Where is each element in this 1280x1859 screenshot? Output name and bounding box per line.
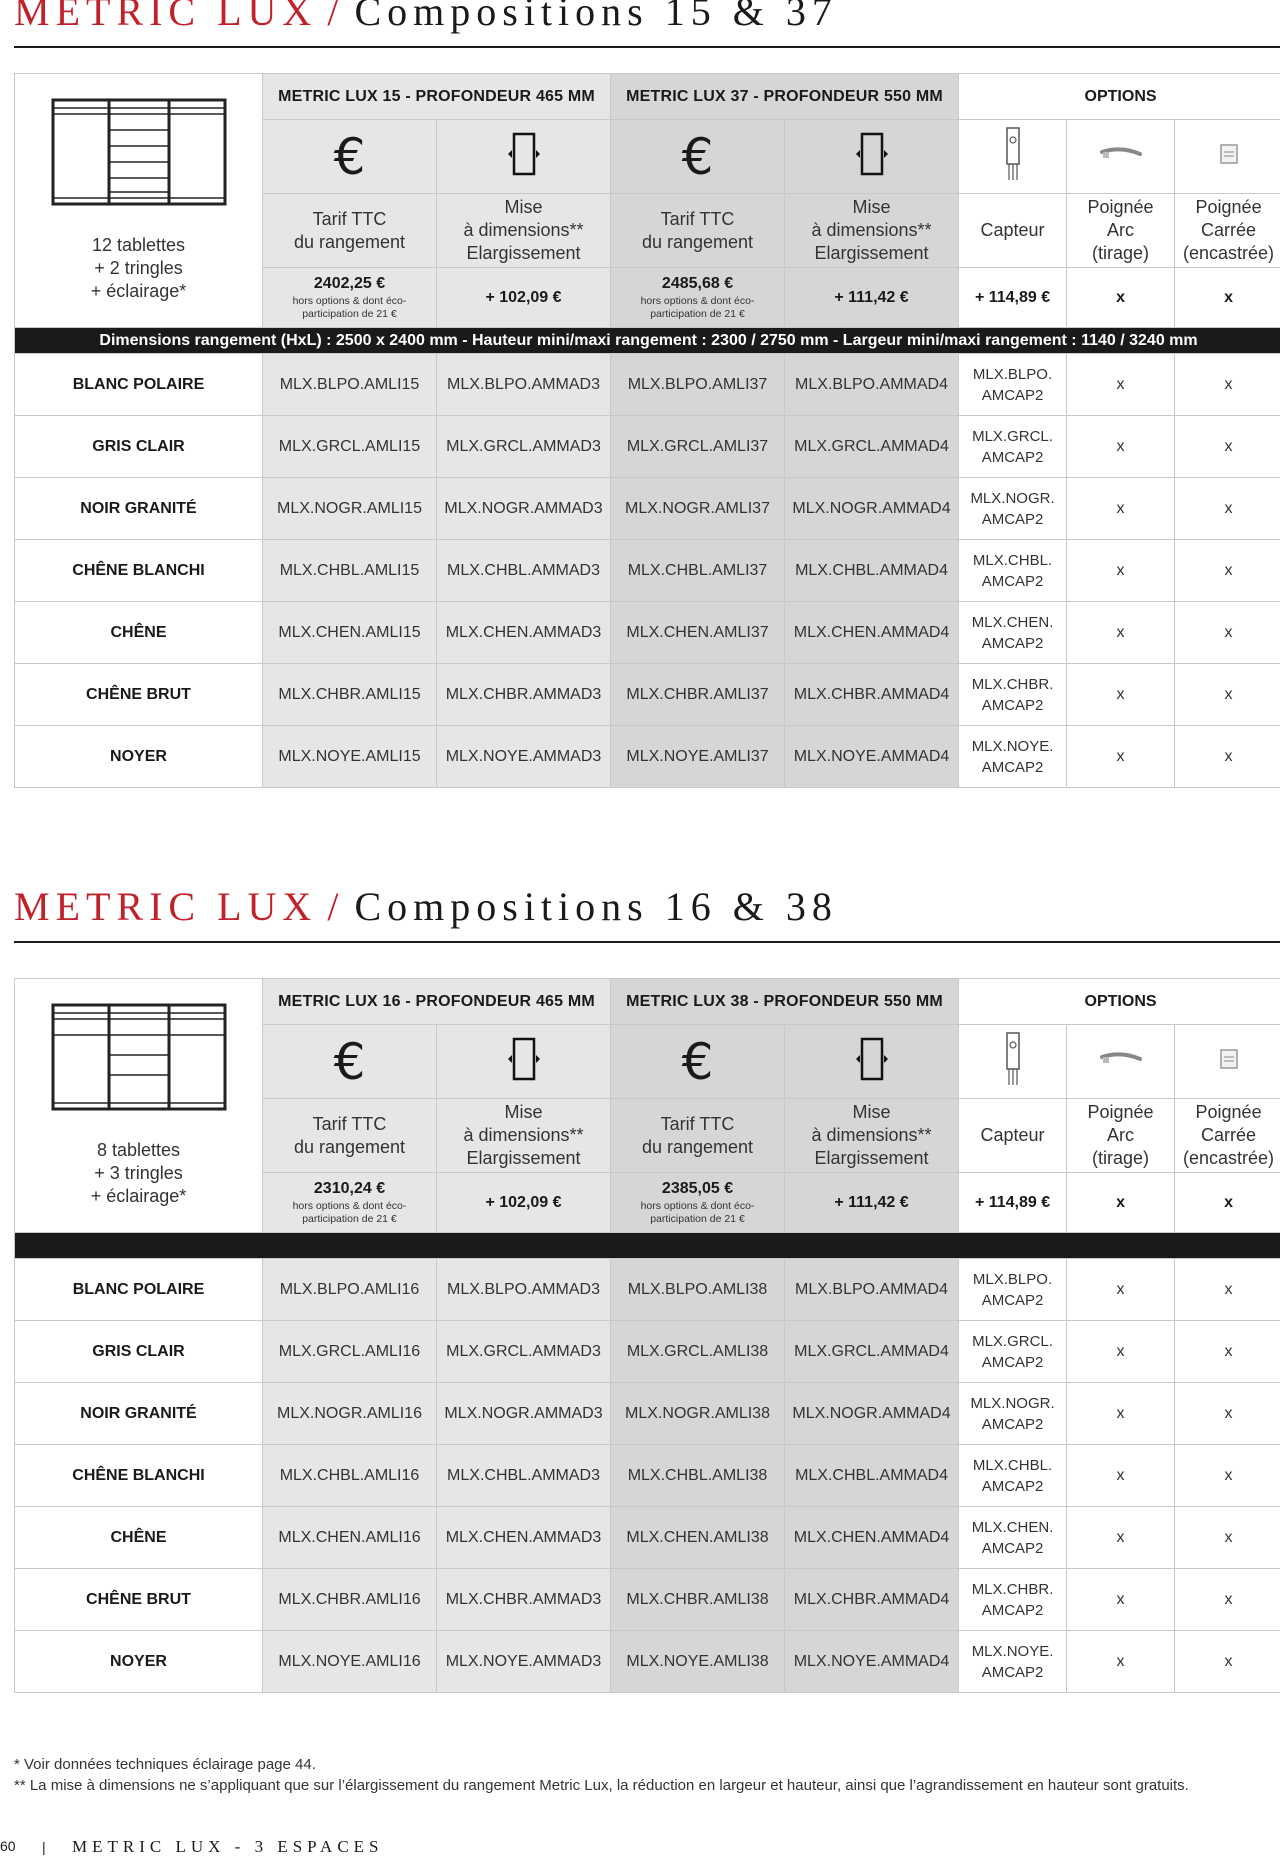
- composition-rails: + 3 tringles: [94, 1163, 183, 1183]
- ref-capteur: [959, 1383, 1067, 1445]
- price-note-line: participation de 21 €: [650, 307, 745, 320]
- page-footer: [0, 1836, 1280, 1858]
- ref-mise-b: MLX.GRCL.AMMAD4: [785, 1321, 959, 1383]
- capteur-ref-line: MLX.BLPO.: [972, 365, 1053, 383]
- ref-capteur: [959, 354, 1067, 416]
- ref-model-b: MLX.CHBL.AMLI38: [611, 1445, 785, 1507]
- capteur-ref-line: AMCAP2: [981, 758, 1044, 776]
- composition-shelves: 12 tablettes: [91, 235, 186, 255]
- carree-option: x: [1175, 478, 1280, 540]
- mise-label-line: Elargissement: [466, 1148, 581, 1168]
- ref-mise-b: MLX.NOGR.AMMAD4: [785, 1383, 959, 1445]
- carree-label-line: Carrée: [1201, 220, 1257, 240]
- footnotes: [14, 1754, 1280, 1796]
- footnote-resize: ** La mise à dimensions ne s’appliquant que sur l’élargissement du rangement Metric Lux, la réduction en largeur et hauteur, ainsi que l’agrandissement en hauteur sont gratuits.: [14, 1777, 1189, 1794]
- ref-model-b: MLX.CHBR.AMLI38: [611, 1569, 785, 1631]
- arc-option: x: [1067, 478, 1175, 540]
- arc-option: x: [1067, 268, 1175, 328]
- ref-model-a: MLX.CHBR.AMLI16: [263, 1569, 437, 1631]
- title-separator: /: [327, 884, 345, 929]
- ref-model-b: MLX.CHBR.AMLI37: [611, 664, 785, 726]
- ref-model-b: MLX.GRCL.AMLI38: [611, 1321, 785, 1383]
- carree-option: x: [1175, 1507, 1280, 1569]
- ref-model-a: MLX.CHEN.AMLI16: [263, 1507, 437, 1569]
- ref-capteur: [959, 726, 1067, 788]
- capteur-price: + 114,89 €: [959, 1173, 1067, 1233]
- page-number: 60: [0, 1838, 16, 1854]
- capteur-ref-line: MLX.NOYE.: [971, 1642, 1054, 1660]
- finish-row: [15, 1445, 1280, 1507]
- mise-label-line: à dimensions**: [463, 1125, 584, 1145]
- ref-mise-b: MLX.CHEN.AMMAD4: [785, 1507, 959, 1569]
- composition-lighting: + éclairage*: [90, 281, 187, 301]
- price-note-line: participation de 21 €: [302, 1212, 397, 1225]
- arc-handle-icon: [1099, 144, 1143, 164]
- composition-cell: [15, 979, 263, 1233]
- carree-label-line: Carrée: [1201, 1125, 1257, 1145]
- price-b: 2385,05 €: [661, 1179, 734, 1197]
- tarif-label-line: du rangement: [293, 1136, 406, 1157]
- resize-width-icon: [504, 1035, 544, 1083]
- ref-mise-a: MLX.CHBL.AMMAD3: [437, 540, 611, 602]
- mise-a-icon-cell: [437, 120, 611, 194]
- arc-label: [1067, 194, 1175, 268]
- composition-lighting: + éclairage*: [90, 1186, 187, 1206]
- ref-mise-a: MLX.NOGR.AMMAD3: [437, 478, 611, 540]
- tarif-label-line: Tarif TTC: [660, 208, 735, 229]
- composition-rails: + 2 tringles: [94, 258, 183, 278]
- finish-row: [15, 664, 1280, 726]
- mise-a-price: + 102,09 €: [437, 1173, 611, 1233]
- resize-width-icon: [852, 1035, 892, 1083]
- arc-option: x: [1067, 1445, 1175, 1507]
- capteur-ref-line: AMCAP2: [981, 448, 1044, 466]
- euro-icon: €: [681, 127, 714, 186]
- options-header: OPTIONS: [959, 74, 1280, 120]
- arc-option: x: [1067, 1507, 1175, 1569]
- ref-model-a: MLX.CHBL.AMLI15: [263, 540, 437, 602]
- ref-model-b: MLX.BLPO.AMLI37: [611, 354, 785, 416]
- mise-label-line: à dimensions**: [811, 220, 932, 240]
- ref-model-a: MLX.NOYE.AMLI15: [263, 726, 437, 788]
- wardrobe-diagram: [51, 1003, 227, 1113]
- mise-a-label: [437, 194, 611, 268]
- price-a: 2310,24 €: [313, 1179, 386, 1197]
- finish-row: [15, 416, 1280, 478]
- ref-model-b: MLX.NOGR.AMLI38: [611, 1383, 785, 1445]
- capteur-ref-line: MLX.CHBL.: [972, 1456, 1053, 1474]
- ref-capteur: [959, 1259, 1067, 1321]
- finish-name: GRIS CLAIR: [15, 416, 263, 478]
- price-a-cell: [263, 1173, 437, 1233]
- finish-row: [15, 1569, 1280, 1631]
- resize-width-icon: [852, 130, 892, 178]
- mise-label-line: à dimensions**: [463, 220, 584, 240]
- finish-name: CHÊNE: [15, 602, 263, 664]
- ref-model-a: MLX.NOGR.AMLI16: [263, 1383, 437, 1445]
- price-note-line: participation de 21 €: [650, 1212, 745, 1225]
- arc-label-line: Arc: [1107, 220, 1135, 240]
- ref-mise-b: MLX.CHEN.AMMAD4: [785, 602, 959, 664]
- carree-option: x: [1175, 354, 1280, 416]
- capteur-ref-line: AMCAP2: [981, 572, 1044, 590]
- ref-mise-b: MLX.NOGR.AMMAD4: [785, 478, 959, 540]
- mise-b-icon-cell: [785, 1025, 959, 1099]
- finish-name: BLANC POLAIRE: [15, 1259, 263, 1321]
- carree-option: x: [1175, 1259, 1280, 1321]
- arc-option: x: [1067, 1321, 1175, 1383]
- model-b-header: METRIC LUX 38 - PROFONDEUR 550 MM: [611, 979, 959, 1025]
- carree-option: x: [1175, 602, 1280, 664]
- title-rule: [14, 46, 1280, 48]
- finish-name: GRIS CLAIR: [15, 1321, 263, 1383]
- section-title: [14, 0, 838, 34]
- carree-option: x: [1175, 416, 1280, 478]
- mise-a-icon-cell: [437, 1025, 611, 1099]
- capteur-ref-line: AMCAP2: [981, 1601, 1044, 1619]
- ref-model-a: MLX.CHBR.AMLI15: [263, 664, 437, 726]
- ref-mise-b: MLX.GRCL.AMMAD4: [785, 416, 959, 478]
- ref-model-a: MLX.CHBL.AMLI16: [263, 1445, 437, 1507]
- sensor-icon: [1001, 126, 1025, 182]
- mise-label-line: Elargissement: [466, 243, 581, 263]
- capteur-ref-line: MLX.CHBR.: [971, 675, 1054, 693]
- ref-mise-b: MLX.BLPO.AMMAD4: [785, 354, 959, 416]
- finish-name: NOYER: [15, 726, 263, 788]
- ref-mise-a: MLX.GRCL.AMMAD3: [437, 416, 611, 478]
- arc-label-line: (tirage): [1092, 1148, 1150, 1168]
- tarif-label-line: du rangement: [641, 1136, 754, 1157]
- capteur-ref-line: MLX.NOGR.: [970, 489, 1055, 507]
- finish-name: NOYER: [15, 1631, 263, 1693]
- ref-model-b: MLX.CHEN.AMLI37: [611, 602, 785, 664]
- capteur-price: + 114,89 €: [959, 268, 1067, 328]
- composition-shelves: 8 tablettes: [96, 1140, 181, 1160]
- ref-capteur: [959, 1445, 1067, 1507]
- finish-row: [15, 726, 1280, 788]
- finish-row: [15, 1631, 1280, 1693]
- ref-mise-b: MLX.CHBR.AMMAD4: [785, 664, 959, 726]
- price-note-line: participation de 21 €: [302, 307, 397, 320]
- dimensions-band: [15, 1233, 1280, 1259]
- tarif-label-line: du rangement: [641, 231, 754, 252]
- carree-option: x: [1175, 1569, 1280, 1631]
- mise-label-line: Mise: [852, 197, 891, 217]
- finish-name: CHÊNE: [15, 1507, 263, 1569]
- section-title: [14, 885, 838, 929]
- tarif-b-label: [611, 1099, 785, 1173]
- capteur-ref-line: MLX.CHEN.: [971, 613, 1054, 631]
- arc-label-line: Arc: [1107, 1125, 1135, 1145]
- tarif-b-label: [611, 194, 785, 268]
- ref-capteur: [959, 1507, 1067, 1569]
- capteur-ref-line: MLX.CHEN.: [971, 1518, 1054, 1536]
- ref-model-b: MLX.BLPO.AMLI38: [611, 1259, 785, 1321]
- arc-option: x: [1067, 664, 1175, 726]
- ref-model-a: MLX.GRCL.AMLI16: [263, 1321, 437, 1383]
- ref-model-b: MLX.CHBL.AMLI37: [611, 540, 785, 602]
- arc-label-line: Poignée: [1087, 1102, 1154, 1122]
- ref-mise-a: MLX.CHEN.AMMAD3: [437, 1507, 611, 1569]
- arc-option: x: [1067, 354, 1175, 416]
- tarif-label-line: du rangement: [293, 231, 406, 252]
- finish-row: [15, 478, 1280, 540]
- carree-label-line: Poignée: [1195, 1102, 1262, 1122]
- finish-name: CHÊNE BLANCHI: [15, 1445, 263, 1507]
- ref-model-b: MLX.GRCL.AMLI37: [611, 416, 785, 478]
- finish-name: CHÊNE BLANCHI: [15, 540, 263, 602]
- arc-option: x: [1067, 602, 1175, 664]
- carree-option: x: [1175, 726, 1280, 788]
- carree-option: x: [1175, 1445, 1280, 1507]
- ref-mise-b: MLX.NOYE.AMMAD4: [785, 726, 959, 788]
- arc-handle-icon-cell: [1067, 1025, 1175, 1099]
- mise-b-icon-cell: [785, 120, 959, 194]
- price-a-cell: [263, 268, 437, 328]
- ref-model-b: MLX.NOGR.AMLI37: [611, 478, 785, 540]
- price-table: [14, 73, 1280, 788]
- square-handle-icon-cell: [1175, 120, 1280, 194]
- finish-row: [15, 354, 1280, 416]
- mise-b-price: + 111,42 €: [785, 268, 959, 328]
- title-composition: Compositions 15 & 37: [354, 0, 838, 34]
- carree-label-line: (encastrée): [1183, 1148, 1275, 1168]
- capteur-ref-line: AMCAP2: [981, 1291, 1044, 1309]
- finish-row: [15, 540, 1280, 602]
- ref-mise-a: MLX.NOYE.AMMAD3: [437, 726, 611, 788]
- capteur-ref-line: MLX.NOYE.: [971, 737, 1054, 755]
- ref-mise-b: MLX.NOYE.AMMAD4: [785, 1631, 959, 1693]
- ref-mise-b: MLX.BLPO.AMMAD4: [785, 1259, 959, 1321]
- ref-model-b: MLX.NOYE.AMLI37: [611, 726, 785, 788]
- title-rule: [14, 941, 1280, 943]
- title-separator: /: [327, 0, 345, 34]
- mise-label-line: Mise: [504, 197, 543, 217]
- price-b: 2485,68 €: [661, 274, 734, 292]
- resize-width-icon: [504, 130, 544, 178]
- capteur-ref-line: AMCAP2: [981, 386, 1044, 404]
- ref-capteur: [959, 1631, 1067, 1693]
- carree-option: x: [1175, 268, 1280, 328]
- price-a-icon-cell: [263, 1025, 437, 1099]
- finish-row: [15, 1507, 1280, 1569]
- capteur-ref-line: AMCAP2: [981, 634, 1044, 652]
- capteur-ref-line: MLX.GRCL.: [972, 427, 1053, 445]
- ref-model-a: MLX.BLPO.AMLI15: [263, 354, 437, 416]
- model-a-header: METRIC LUX 16 - PROFONDEUR 465 MM: [263, 979, 611, 1025]
- finish-row: [15, 602, 1280, 664]
- tarif-label-line: Tarif TTC: [312, 208, 387, 229]
- ref-mise-a: MLX.CHBR.AMMAD3: [437, 1569, 611, 1631]
- ref-capteur: [959, 664, 1067, 726]
- ref-mise-a: MLX.BLPO.AMMAD3: [437, 1259, 611, 1321]
- price-note-line: hors options & dont éco-: [640, 1199, 755, 1212]
- capteur-ref-line: AMCAP2: [981, 1539, 1044, 1557]
- ref-capteur: [959, 1569, 1067, 1631]
- mise-b-label: [785, 1099, 959, 1173]
- carree-option: x: [1175, 1173, 1280, 1233]
- tarif-a-label: [263, 194, 437, 268]
- arc-option: x: [1067, 1569, 1175, 1631]
- brand-name: METRIC LUX: [14, 884, 318, 929]
- price-b-cell: [611, 1173, 785, 1233]
- ref-model-b: MLX.CHEN.AMLI38: [611, 1507, 785, 1569]
- ref-mise-b: MLX.CHBR.AMMAD4: [785, 1569, 959, 1631]
- model-b-header: METRIC LUX 37 - PROFONDEUR 550 MM: [611, 74, 959, 120]
- tarif-a-label: [263, 1099, 437, 1173]
- price-a-icon-cell: [263, 120, 437, 194]
- carree-label-line: (encastrée): [1183, 243, 1275, 263]
- finish-row: [15, 1383, 1280, 1445]
- options-header: OPTIONS: [959, 979, 1280, 1025]
- arc-label-line: Poignée: [1087, 197, 1154, 217]
- ref-capteur: [959, 478, 1067, 540]
- ref-mise-b: MLX.CHBL.AMMAD4: [785, 540, 959, 602]
- capteur-ref-line: AMCAP2: [981, 1477, 1044, 1495]
- ref-mise-b: MLX.CHBL.AMMAD4: [785, 1445, 959, 1507]
- ref-capteur: [959, 602, 1067, 664]
- capteur-ref-line: AMCAP2: [981, 1663, 1044, 1681]
- mise-a-label: [437, 1099, 611, 1173]
- ref-mise-a: MLX.NOGR.AMMAD3: [437, 1383, 611, 1445]
- mise-b-price: + 111,42 €: [785, 1173, 959, 1233]
- price-a: 2402,25 €: [313, 274, 386, 292]
- ref-mise-a: MLX.CHBL.AMMAD3: [437, 1445, 611, 1507]
- arc-option: x: [1067, 1259, 1175, 1321]
- model-a-header: METRIC LUX 15 - PROFONDEUR 465 MM: [263, 74, 611, 120]
- capteur-label: Capteur: [959, 1099, 1067, 1173]
- tarif-label-line: Tarif TTC: [312, 1113, 387, 1134]
- capteur-label: Capteur: [959, 194, 1067, 268]
- euro-icon: €: [333, 127, 366, 186]
- price-note-line: hors options & dont éco-: [292, 1199, 407, 1212]
- mise-label-line: Mise: [504, 1102, 543, 1122]
- finish-name: NOIR GRANITÉ: [15, 1383, 263, 1445]
- sensor-icon-cell: [959, 120, 1067, 194]
- arc-label: [1067, 1099, 1175, 1173]
- mise-label-line: Elargissement: [814, 1148, 929, 1168]
- ref-model-a: MLX.BLPO.AMLI16: [263, 1259, 437, 1321]
- ref-mise-a: MLX.NOYE.AMMAD3: [437, 1631, 611, 1693]
- euro-icon: €: [681, 1032, 714, 1091]
- carree-label: [1175, 194, 1280, 268]
- finish-name: CHÊNE BRUT: [15, 1569, 263, 1631]
- arc-option: x: [1067, 1383, 1175, 1445]
- ref-mise-a: MLX.CHBR.AMMAD3: [437, 664, 611, 726]
- carree-option: x: [1175, 1383, 1280, 1445]
- mise-a-price: + 102,09 €: [437, 268, 611, 328]
- capteur-ref-line: MLX.CHBL.: [972, 551, 1053, 569]
- sensor-icon: [1001, 1031, 1025, 1087]
- mise-b-label: [785, 194, 959, 268]
- carree-option: x: [1175, 1631, 1280, 1693]
- carree-label: [1175, 1099, 1280, 1173]
- footnote-lighting: * Voir données techniques éclairage page 44.: [14, 1756, 316, 1773]
- square-handle-icon: [1219, 143, 1239, 165]
- ref-mise-a: MLX.CHEN.AMMAD3: [437, 602, 611, 664]
- square-handle-icon-cell: [1175, 1025, 1280, 1099]
- arc-option: x: [1067, 726, 1175, 788]
- carree-label-line: Poignée: [1195, 197, 1262, 217]
- ref-model-a: MLX.NOYE.AMLI16: [263, 1631, 437, 1693]
- arc-option: x: [1067, 1173, 1175, 1233]
- capteur-ref-line: AMCAP2: [981, 1353, 1044, 1371]
- wardrobe-diagram: [51, 98, 227, 208]
- euro-icon: €: [333, 1032, 366, 1091]
- capteur-ref-line: MLX.GRCL.: [972, 1332, 1053, 1350]
- footer-title: METRIC LUX - 3 ESPACES: [72, 1837, 384, 1856]
- finish-name: BLANC POLAIRE: [15, 354, 263, 416]
- ref-capteur: [959, 540, 1067, 602]
- brand-name: METRIC LUX: [14, 0, 318, 34]
- capteur-ref-line: MLX.CHBR.: [971, 1580, 1054, 1598]
- ref-model-a: MLX.NOGR.AMLI15: [263, 478, 437, 540]
- title-composition: Compositions 16 & 38: [354, 884, 838, 929]
- arc-handle-icon-cell: [1067, 120, 1175, 194]
- carree-option: x: [1175, 540, 1280, 602]
- sensor-icon-cell: [959, 1025, 1067, 1099]
- finish-name: CHÊNE BRUT: [15, 664, 263, 726]
- carree-option: x: [1175, 664, 1280, 726]
- arc-label-line: (tirage): [1092, 243, 1150, 263]
- tarif-label-line: Tarif TTC: [660, 1113, 735, 1134]
- arc-option: x: [1067, 540, 1175, 602]
- composition-cell: [15, 74, 263, 328]
- dimensions-band: Dimensions rangement (HxL) : 2500 x 2400 mm - Hauteur mini/maxi rangement : 2300 / 2750 mm - Largeur mini/maxi rangement : 1140 / 3240 mm: [15, 328, 1280, 354]
- price-b-icon-cell: [611, 1025, 785, 1099]
- finish-row: [15, 1321, 1280, 1383]
- price-note-line: hors options & dont éco-: [292, 294, 407, 307]
- finish-name: NOIR GRANITÉ: [15, 478, 263, 540]
- ref-model-a: MLX.CHEN.AMLI15: [263, 602, 437, 664]
- capteur-ref-line: AMCAP2: [981, 1415, 1044, 1433]
- price-table: [14, 978, 1280, 1693]
- capteur-ref-line: MLX.NOGR.: [970, 1394, 1055, 1412]
- ref-mise-a: MLX.GRCL.AMMAD3: [437, 1321, 611, 1383]
- capteur-ref-line: AMCAP2: [981, 696, 1044, 714]
- ref-model-b: MLX.NOYE.AMLI38: [611, 1631, 785, 1693]
- capteur-ref-line: AMCAP2: [981, 510, 1044, 528]
- capteur-ref-line: MLX.BLPO.: [972, 1270, 1053, 1288]
- finish-row: [15, 1259, 1280, 1321]
- carree-option: x: [1175, 1321, 1280, 1383]
- ref-mise-a: MLX.BLPO.AMMAD3: [437, 354, 611, 416]
- ref-model-a: MLX.GRCL.AMLI15: [263, 416, 437, 478]
- ref-capteur: [959, 416, 1067, 478]
- ref-capteur: [959, 1321, 1067, 1383]
- arc-option: x: [1067, 416, 1175, 478]
- mise-label-line: Mise: [852, 1102, 891, 1122]
- square-handle-icon: [1219, 1048, 1239, 1070]
- arc-handle-icon: [1099, 1049, 1143, 1069]
- price-note-line: hors options & dont éco-: [640, 294, 755, 307]
- arc-option: x: [1067, 1631, 1175, 1693]
- price-b-icon-cell: [611, 120, 785, 194]
- price-b-cell: [611, 268, 785, 328]
- footer-separator: |: [42, 1839, 46, 1855]
- mise-label-line: Elargissement: [814, 243, 929, 263]
- mise-label-line: à dimensions**: [811, 1125, 932, 1145]
